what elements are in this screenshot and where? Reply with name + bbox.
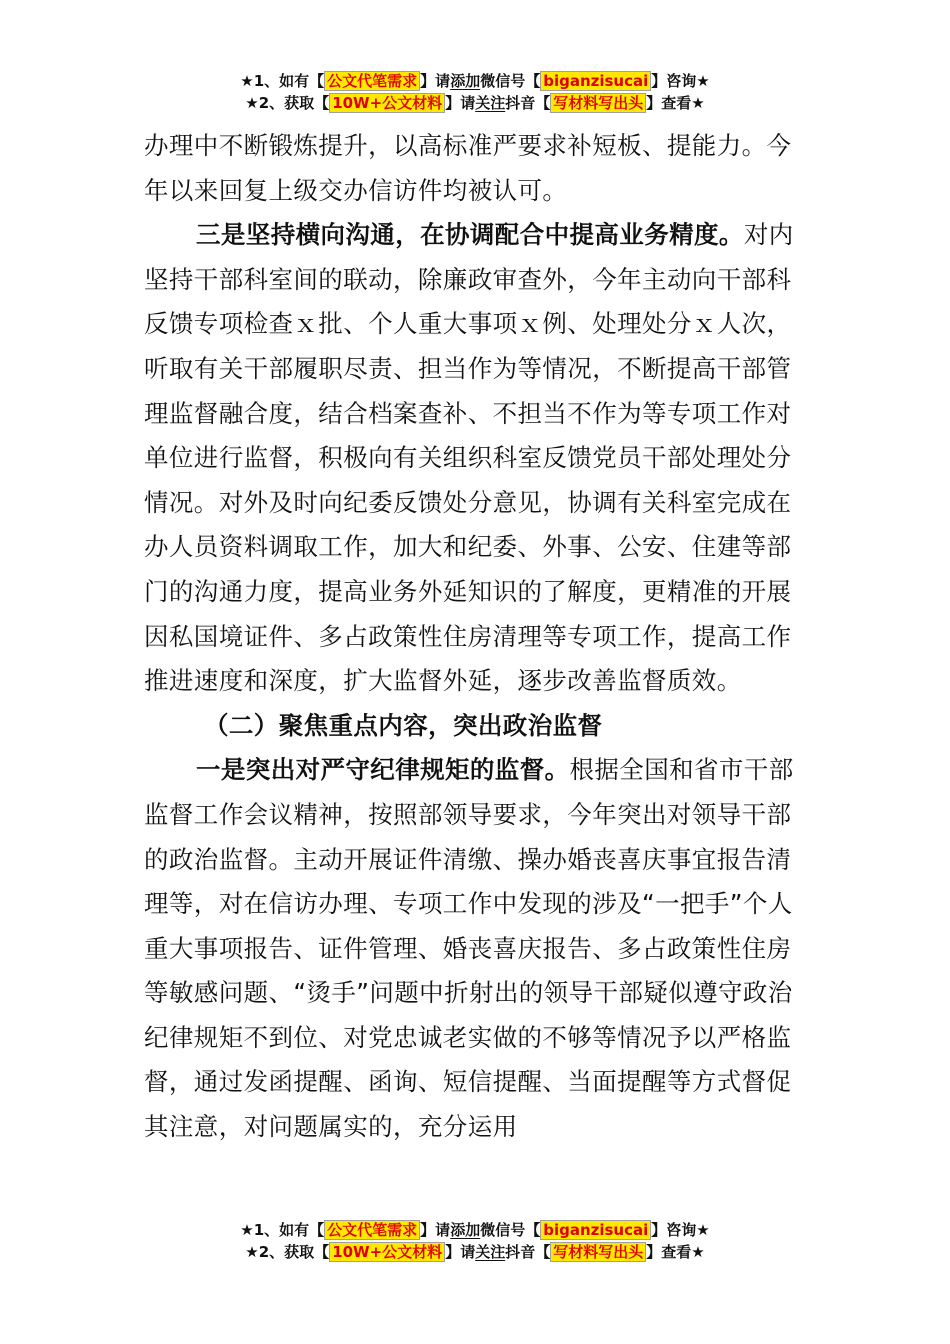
banner-text: 】请 <box>420 72 451 90</box>
paragraph-lead: 一是突出对严守纪律规矩的监督。 <box>196 755 570 785</box>
highlight-wechat-id: biganzisucai <box>540 71 651 91</box>
banner-text: ★2、获取【 <box>245 94 330 112</box>
banner-underlined-text: 关注 <box>475 94 506 112</box>
paragraph-text: 对内坚持干部科室间的联动，除廉政审查外，今年主动向干部科反馈专项检查ｘ批、个人重大事项ｘ例、处理处分ｘ人次，听取有关干部履职尽责、担当作为等情况，不断提高干部管理监督融合度，结合档案查补、不担当不作为等专项工作对单位进行监督，积极向有关组织科室反馈党员干部处理处分情况。对外及时向纪委反馈处分意见，协调有关科室完成在办人员资料调取工作，加大和纪委、外事、公安、住建等部门的沟通力度，提高业务外延知识的了解度，更精准的开展因私国境证件、多占政策性住房清理等专项工作，提高工作推进速度和深度，扩大监督外延，逐步改善监督质效。 <box>144 220 794 696</box>
banner-text: 抖音【 <box>505 1243 551 1261</box>
banner-text: 微信号【 <box>480 1221 541 1239</box>
banner-text: ★1、如有【 <box>240 72 325 90</box>
banner-text: ★2、获取【 <box>245 1243 330 1261</box>
highlight-douyin-account: 写材料写出头 <box>550 1242 646 1262</box>
banner-text: 】请 <box>445 1243 476 1261</box>
highlight-service: 公文代笔需求 <box>324 1220 420 1240</box>
document-body <box>144 124 814 1150</box>
banner-line-2 <box>0 1241 950 1263</box>
section-heading: （二）聚焦重点内容，突出政治监督 <box>204 710 603 740</box>
highlight-douyin-account: 写材料写出头 <box>550 93 646 113</box>
banner-text: 】查看★ <box>646 94 705 112</box>
paragraph-text: 根据全国和省市干部监督工作会议精神，按照部领导要求，今年突出对领导干部的政治监督。主动开展证件清缴、操办婚丧喜庆事宜报告清理等，对在信访办理、专项工作中发现的涉及“一把手”个人重大事项报告、证件管理、婚丧喜庆报告、多占政策性住房等敏感问题、“烫手”问题中折射出的领导干部疑似遵守政治纪律规矩不到位、对党忠诚老实做的不够等情况予以严格监督，通过发函提醒、函询、短信提醒、当面提醒等方式督促其注意，对问题属实的，充分运用 <box>144 755 794 1142</box>
banner-underlined-text: 添加 <box>450 72 481 90</box>
paragraph-horizontal-communication <box>144 213 814 704</box>
banner-text: 】查看★ <box>646 1243 705 1261</box>
highlight-materials: 10W+公文材料 <box>329 1242 445 1262</box>
banner-text: 】咨询★ <box>651 1221 710 1239</box>
highlight-materials: 10W+公文材料 <box>329 93 445 113</box>
banner-text: 】咨询★ <box>651 72 710 90</box>
banner-line-1 <box>0 1219 950 1241</box>
paragraph-discipline-supervision <box>144 748 814 1149</box>
banner-text: 】请 <box>445 94 476 112</box>
banner-underlined-text: 添加 <box>450 1221 481 1239</box>
top-banner <box>0 70 950 114</box>
banner-text: ★1、如有【 <box>240 1221 325 1239</box>
paragraph-continued: 办理中不断锻炼提升，以高标准严要求补短板、提能力。今年以来回复上级交办信访件均被认可。 <box>144 131 792 205</box>
highlight-wechat-id: biganzisucai <box>540 1220 651 1240</box>
banner-text: 抖音【 <box>505 94 551 112</box>
banner-line-1 <box>0 70 950 92</box>
highlight-service: 公文代笔需求 <box>324 71 420 91</box>
banner-text: 微信号【 <box>480 72 541 90</box>
banner-underlined-text: 关注 <box>475 1243 506 1261</box>
banner-text: 】请 <box>420 1221 451 1239</box>
bottom-banner <box>0 1219 950 1263</box>
banner-line-2 <box>0 92 950 114</box>
paragraph-lead: 三是坚持横向沟通，在协调配合中提高业务精度。 <box>196 220 744 250</box>
